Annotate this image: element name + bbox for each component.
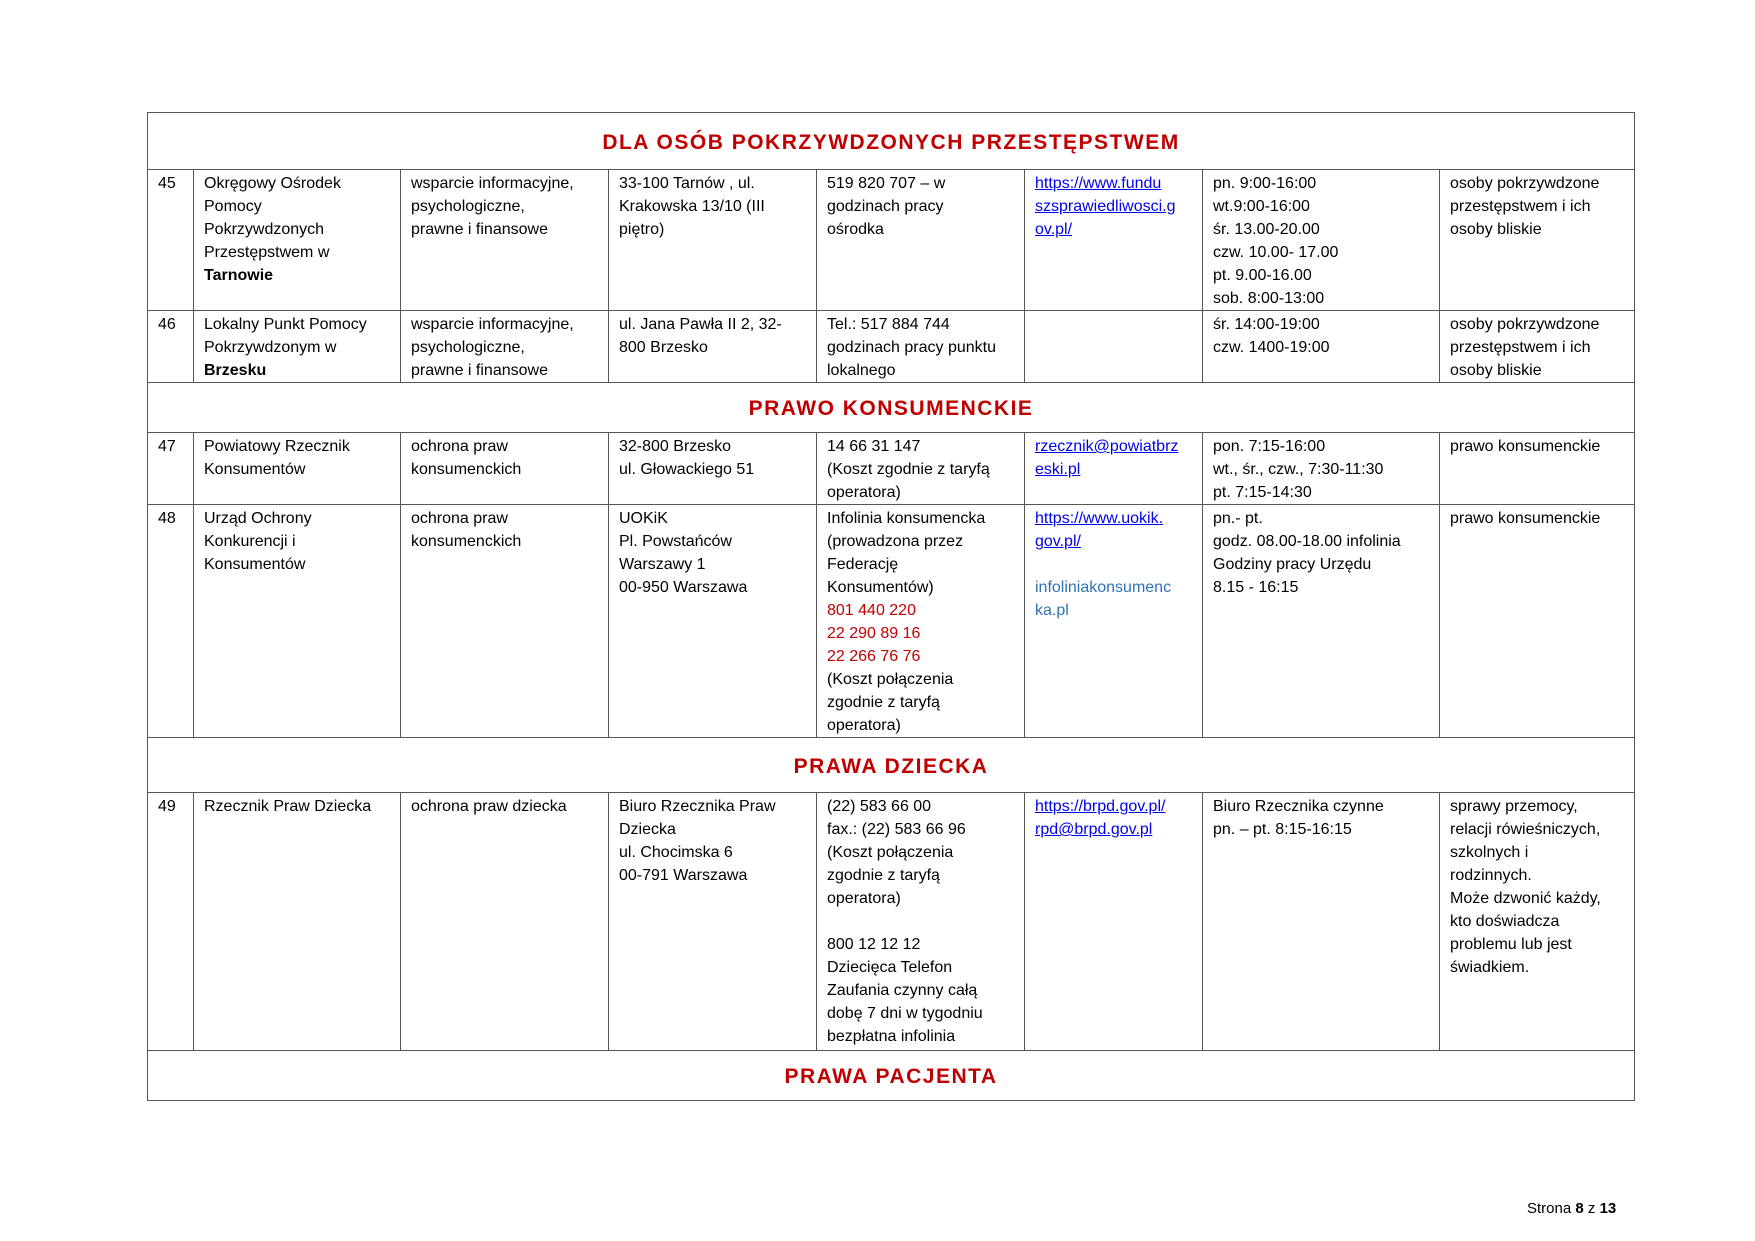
cell-institution — [194, 311, 401, 383]
table-row — [148, 793, 1635, 1051]
cell-line: wt., śr., czw., 7:30-11:30 — [1213, 461, 1384, 478]
cell-line: 45 — [158, 175, 176, 192]
section-title: PRAWA DZIECKA — [148, 738, 1635, 793]
section-header — [148, 383, 1635, 433]
cell-address — [609, 170, 817, 311]
cell-line: infoliniakonsumenc — [1035, 579, 1172, 596]
cell-line: 8.15 - 16:15 — [1213, 579, 1299, 596]
cell-line: problemu lub jest — [1450, 936, 1572, 953]
cell-line: Federację — [827, 556, 899, 573]
cell-line: 519 820 707 – w — [827, 175, 946, 192]
cell-line: zgodnie z taryfą — [827, 694, 940, 711]
cell-number — [148, 170, 194, 311]
cell-line: przestępstwem i ich — [1450, 339, 1591, 356]
cell-line: pn.- pt. — [1213, 510, 1263, 527]
cell-line: zgodnie z taryfą — [827, 867, 940, 884]
cell-line: Warszawy 1 — [619, 556, 706, 573]
link[interactable]: gov.pl/ — [1035, 533, 1081, 550]
cell-line: operatora) — [827, 484, 901, 501]
cell-line: pn. 9:00-16:00 — [1213, 175, 1317, 192]
cell-number — [148, 505, 194, 738]
link[interactable]: https://www.uokik. — [1035, 510, 1164, 527]
cell-line: Biuro Rzecznika Praw — [619, 798, 776, 815]
cell-target-group — [1440, 311, 1635, 383]
cell-number — [148, 311, 194, 383]
cell-line: ka.pl — [1035, 602, 1069, 619]
cell-hours — [1203, 433, 1440, 505]
cell-line: Konkurencji i — [204, 533, 296, 550]
cell-hours — [1203, 793, 1440, 1051]
cell-line: rodzinnych. — [1450, 867, 1532, 884]
section-title: PRAWO KONSUMENCKIE — [148, 383, 1635, 433]
cell-line: 32-800 Brzesko — [619, 438, 732, 455]
cell-line: Urząd Ochrony — [204, 510, 312, 527]
cell-line — [827, 910, 1014, 933]
cell-line: ochrona praw dziecka — [411, 798, 567, 815]
legal-aid-table — [147, 112, 1635, 1101]
cell-hours — [1203, 505, 1440, 738]
cell-line: pon. 7:15-16:00 — [1213, 438, 1326, 455]
cell-target-group — [1440, 793, 1635, 1051]
cell-line: Tel.: 517 884 744 — [827, 316, 950, 333]
cell-address — [609, 433, 817, 505]
cell-line: (Koszt połączenia — [827, 671, 954, 688]
cell-line: Konsumentów — [204, 556, 306, 573]
cell-line: przestępstwem i ich — [1450, 198, 1591, 215]
footer-page: 8 — [1575, 1200, 1584, 1217]
cell-line: operatora) — [827, 890, 901, 907]
cell-number — [148, 793, 194, 1051]
footer-prefix: Strona — [1527, 1200, 1572, 1217]
cell-line: psychologiczne, — [411, 198, 525, 215]
cell-contact — [817, 793, 1025, 1051]
cell-hours — [1203, 311, 1440, 383]
cell-line: Dziecięca Telefon — [827, 959, 953, 976]
cell-contact — [817, 170, 1025, 311]
cell-line: śr. 13.00-20.00 — [1213, 221, 1320, 238]
cell-line: 22 266 76 76 — [827, 648, 921, 665]
cell-line: szkolnych i — [1450, 844, 1529, 861]
link[interactable]: rpd@brpd.gov.pl — [1035, 821, 1153, 838]
cell-line: 801 440 220 — [827, 602, 916, 619]
cell-line: fax.: (22) 583 66 96 — [827, 821, 966, 838]
cell-line: pt. 9.00-16.00 — [1213, 267, 1312, 284]
cell-line: wsparcie informacyjne, — [411, 316, 574, 333]
cell-institution — [194, 433, 401, 505]
cell-target-group — [1440, 505, 1635, 738]
section-title: PRAWA PACJENTA — [148, 1051, 1635, 1101]
cell-line: Rzecznik Praw Dziecka — [204, 798, 372, 815]
cell-scope — [401, 170, 609, 311]
cell-line: ul. Chocimska 6 — [619, 844, 733, 861]
cell-line: Dziecka — [619, 821, 676, 838]
cell-line: prawne i finansowe — [411, 221, 548, 238]
cell-line: wt.9:00-16:00 — [1213, 198, 1310, 215]
cell-line: osoby pokrzywdzone — [1450, 316, 1600, 333]
cell-line: sob. 8:00-13:00 — [1213, 290, 1325, 307]
cell-line: Konsumentów — [204, 461, 306, 478]
cell-line: (Koszt połączenia — [827, 844, 954, 861]
cell-website — [1025, 793, 1203, 1051]
cell-line: Pomocy — [204, 198, 262, 215]
cell-line: godzinach pracy punktu — [827, 339, 996, 356]
cell-contact — [817, 311, 1025, 383]
table-row — [148, 170, 1635, 311]
cell-line: ul. Głowackiego 51 — [619, 461, 755, 478]
cell-line: prawo konsumenckie — [1450, 438, 1601, 455]
cell-website — [1025, 311, 1203, 383]
cell-line: relacji rówieśniczych, — [1450, 821, 1601, 838]
cell-line: Okręgowy Ośrodek — [204, 175, 341, 192]
cell-line: 00-791 Warszawa — [619, 867, 748, 884]
link[interactable]: eski.pl — [1035, 461, 1081, 478]
cell-line: świadkiem. — [1450, 959, 1530, 976]
cell-line: godzinach pracy — [827, 198, 944, 215]
cell-address — [609, 505, 817, 738]
cell-line: Pokrzywdzonych — [204, 221, 325, 238]
cell-line: ochrona praw — [411, 438, 508, 455]
cell-institution — [194, 793, 401, 1051]
cell-line: 47 — [158, 438, 176, 455]
link[interactable]: szsprawiedliwosci.g — [1035, 198, 1176, 215]
section-header — [148, 1051, 1635, 1101]
cell-line: Krakowska 13/10 (III — [619, 198, 765, 215]
cell-line: ul. Jana Pawła II 2, 32- — [619, 316, 782, 333]
cell-line: 14 66 31 147 — [827, 438, 921, 455]
footer-total: 13 — [1599, 1200, 1617, 1217]
cell-line: Przestępstwem w — [204, 244, 330, 261]
cell-website — [1025, 505, 1203, 738]
cell-line: Biuro Rzecznika czynne — [1213, 798, 1384, 815]
cell-line: Tarnowie — [204, 267, 274, 284]
table-row — [148, 311, 1635, 383]
table-row — [148, 505, 1635, 738]
cell-line: osoby pokrzywdzone — [1450, 175, 1600, 192]
cell-line: prawne i finansowe — [411, 362, 548, 379]
cell-line: 800 Brzesko — [619, 339, 708, 356]
cell-line: pt. 7:15-14:30 — [1213, 484, 1312, 501]
cell-line: psychologiczne, — [411, 339, 525, 356]
section-header — [148, 113, 1635, 170]
cell-number — [148, 433, 194, 505]
cell-line: Zaufania czynny całą — [827, 982, 978, 999]
section-header — [148, 738, 1635, 793]
cell-scope — [401, 505, 609, 738]
cell-line: piętro) — [619, 221, 665, 238]
cell-line: dobę 7 dni w tygodniu — [827, 1005, 983, 1022]
cell-line: wsparcie informacyjne, — [411, 175, 574, 192]
cell-scope — [401, 433, 609, 505]
cell-address — [609, 793, 817, 1051]
cell-line: godz. 08.00-18.00 infolinia — [1213, 533, 1401, 550]
page-footer — [1527, 1200, 1616, 1217]
cell-line: czw. 1400-19:00 — [1213, 339, 1330, 356]
cell-line: ochrona praw — [411, 510, 508, 527]
cell-address — [609, 311, 817, 383]
cell-line: osoby bliskie — [1450, 362, 1542, 379]
section-title: DLA OSÓB POKRZYWDZONYCH PRZESTĘPSTWEM — [148, 113, 1635, 170]
cell-line: 48 — [158, 510, 176, 527]
cell-target-group — [1440, 170, 1635, 311]
cell-line: 46 — [158, 316, 176, 333]
cell-institution — [194, 170, 401, 311]
cell-line: (prowadzona przez — [827, 533, 964, 550]
cell-line: 800 12 12 12 — [827, 936, 921, 953]
cell-line: lokalnego — [827, 362, 896, 379]
table-row — [148, 433, 1635, 505]
cell-contact — [817, 505, 1025, 738]
cell-website — [1025, 170, 1203, 311]
cell-line: Powiatowy Rzecznik — [204, 438, 350, 455]
cell-line: 22 290 89 16 — [827, 625, 921, 642]
cell-contact — [817, 433, 1025, 505]
footer-sep: z — [1587, 1200, 1596, 1217]
cell-line: 33-100 Tarnów , ul. — [619, 175, 755, 192]
cell-line: (Koszt zgodnie z taryfą — [827, 461, 990, 478]
cell-scope — [401, 793, 609, 1051]
cell-line: Godziny pracy Urzędu — [1213, 556, 1372, 573]
cell-line: ośrodka — [827, 221, 884, 238]
cell-line: Pokrzywdzonym w — [204, 339, 337, 356]
cell-line: śr. 14:00-19:00 — [1213, 316, 1320, 333]
cell-line: prawo konsumenckie — [1450, 510, 1601, 527]
cell-line: 49 — [158, 798, 176, 815]
link[interactable]: https://www.fundu — [1035, 175, 1162, 192]
cell-line: operatora) — [827, 717, 901, 734]
cell-line: kto doświadcza — [1450, 913, 1560, 930]
link[interactable]: https://brpd.gov.pl/ — [1035, 798, 1166, 815]
cell-website — [1025, 433, 1203, 505]
cell-line: Infolinia konsumencka — [827, 510, 986, 527]
cell-scope — [401, 311, 609, 383]
cell-line: 00-950 Warszawa — [619, 579, 748, 596]
cell-line: Pl. Powstańców — [619, 533, 732, 550]
cell-hours — [1203, 170, 1440, 311]
link[interactable]: ov.pl/ — [1035, 221, 1073, 238]
cell-line: konsumenckich — [411, 533, 522, 550]
cell-line: (22) 583 66 00 — [827, 798, 932, 815]
cell-line: konsumenckich — [411, 461, 522, 478]
cell-line: pn. – pt. 8:15-16:15 — [1213, 821, 1352, 838]
cell-line: czw. 10.00- 17.00 — [1213, 244, 1339, 261]
cell-line: UOKiK — [619, 510, 668, 527]
cell-target-group — [1440, 433, 1635, 505]
cell-line: Brzesku — [204, 362, 267, 379]
link[interactable]: rzecznik@powiatbrz — [1035, 438, 1179, 455]
cell-line: Konsumentów) — [827, 579, 934, 596]
cell-line: sprawy przemocy, — [1450, 798, 1578, 815]
cell-line — [1035, 553, 1192, 576]
cell-line: Może dzwonić każdy, — [1450, 890, 1601, 907]
cell-line: osoby bliskie — [1450, 221, 1542, 238]
cell-line: bezpłatna infolinia — [827, 1028, 956, 1045]
cell-line: Lokalny Punkt Pomocy — [204, 316, 367, 333]
cell-institution — [194, 505, 401, 738]
